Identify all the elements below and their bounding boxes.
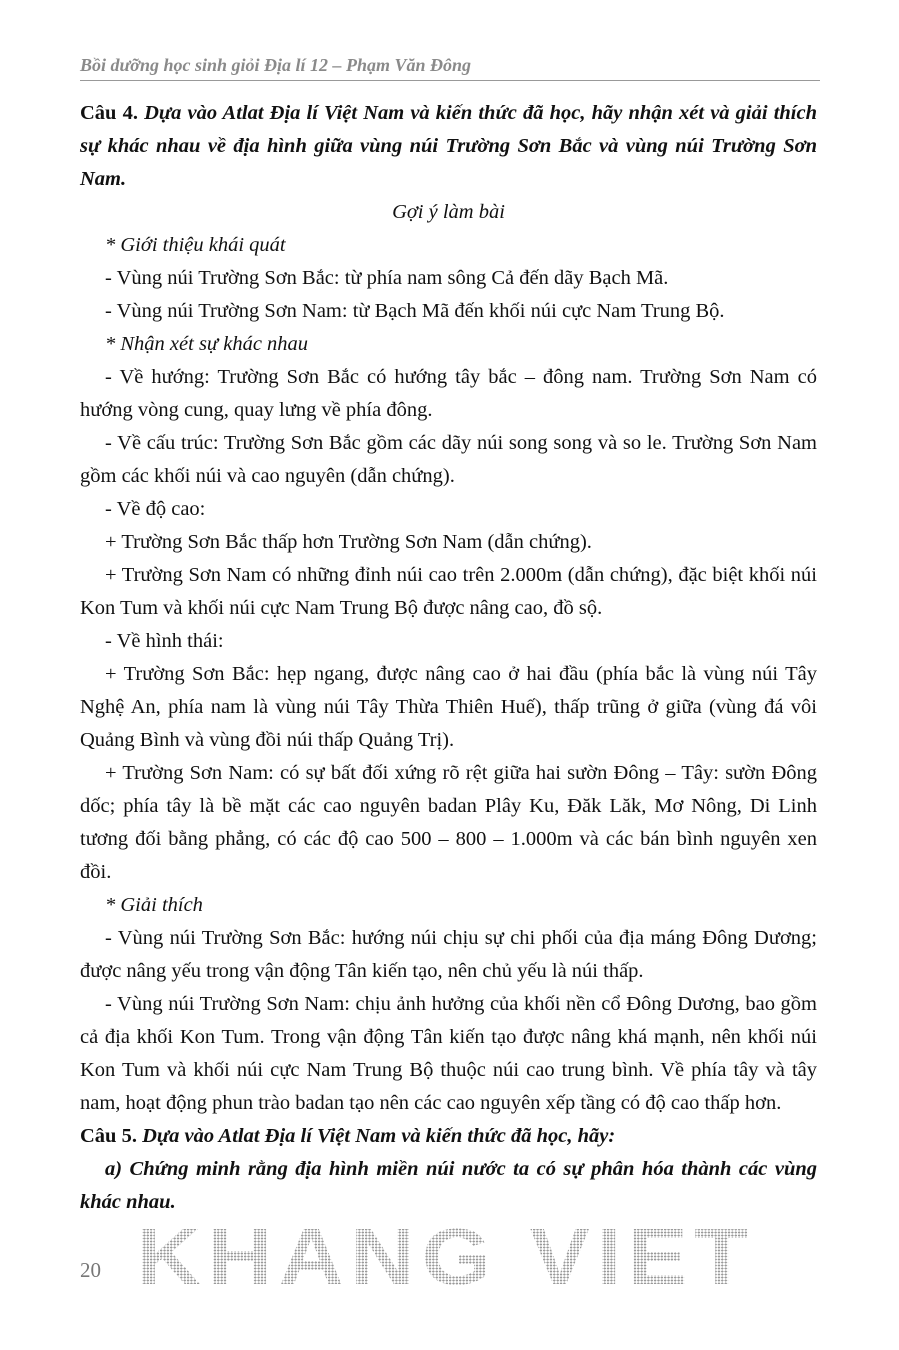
answer-paragraph: - Vùng núi Trường Sơn Bắc: hướng núi chịu sự chi phối của địa máng Đông Dương; được nâng yếu trong vận động Tân kiến tạo, nên chủ yếu là núi thấp.: [80, 927, 817, 982]
answer-paragraph: * Giới thiệu khái quát: [105, 234, 286, 256]
running-header: Bồi dưỡng học sinh giỏi Địa lí 12 – Phạm Văn Đông: [80, 55, 472, 75]
answer-paragraph: - Về hướng: Trường Sơn Bắc có hướng tây bắc – đông nam. Trường Sơn Nam có hướng vòng cung, quay lưng về phía đông.: [80, 366, 817, 421]
page-content: [80, 97, 817, 1219]
answer-paragraph: + Trường Sơn Bắc: hẹp ngang, được nâng cao ở hai đầu (phía bắc là vùng núi Tây Nghệ An, phía nam là vùng núi Tây Thừa Thiên Huế), thấp trũng ở giữa (vùng đá vôi Quảng Bình và vùng đồi núi thấp Quảng Trị).: [80, 663, 817, 751]
header-rule: [80, 80, 820, 81]
question-5-text: Dựa vào Atlat Địa lí Việt Nam và kiến thức đã học, hãy:: [136, 1125, 616, 1147]
question-4-text: Dựa vào Atlat Địa lí Việt Nam và kiến thức đã học, hãy nhận xét và giải thích sự khác nhau về địa hình giữa vùng núi Trường Sơn Bắc và vùng núi Trường Sơn Nam.: [80, 102, 817, 190]
question-4: [80, 97, 817, 196]
answer-paragraph: - Vùng núi Trường Sơn Nam: chịu ảnh hưởng của khối nền cổ Đông Dương, bao gồm cả địa khối Kon Tum. Trong vận động Tân kiến tạo được nâng khá mạnh, nên khối núi Kon Tum và khối núi cực Nam Trung Bộ thuộc núi cao trung bình. Về phía tây và tây nam, hoạt động phun trào badan tạo nên các cao nguyên xếp tầng có độ cao thấp hơn.: [80, 993, 817, 1114]
page-number: 20: [80, 1258, 101, 1282]
answer-paragraphs: [80, 229, 817, 1120]
answer-paragraph: + Trường Sơn Nam: có sự bất đối xứng rõ rệt giữa hai sườn Đông – Tây: sườn Đông dốc; phía tây là bề mặt các cao nguyên badan Plây Ku, Đăk Lăk, Mơ Nông, Di Linh tương đối bằng phẳng, có các độ cao 500 – 800 – 1.000m và các bán bình nguyên xen đồi.: [80, 762, 817, 883]
answer-paragraph: - Về độ cao:: [105, 498, 206, 520]
hint-title: Gợi ý làm bài: [392, 201, 505, 223]
answer-paragraph: + Trường Sơn Bắc thấp hơn Trường Sơn Nam (dẫn chứng).: [105, 531, 592, 553]
answer-paragraph: - Vùng núi Trường Sơn Nam: từ Bạch Mã đến khối núi cực Nam Trung Bộ.: [105, 300, 725, 322]
answer-paragraph: * Giải thích: [105, 894, 203, 916]
answer-paragraph: - Về hình thái:: [105, 630, 224, 652]
question-5-label: Câu 5.: [80, 1125, 137, 1147]
question-5: [80, 1120, 817, 1153]
answer-paragraph: - Về cấu trúc: Trường Sơn Bắc gồm các dãy núi song song và so le. Trường Sơn Nam gồm các khối núi và cao nguyên (dẫn chứng).: [80, 432, 817, 487]
question-4-label: Câu 4.: [80, 102, 138, 124]
question-5a: a) Chứng minh rằng địa hình miền núi nước ta có sự phân hóa thành các vùng khác nhau.: [80, 1158, 817, 1213]
answer-paragraph: * Nhận xét sự khác nhau: [105, 333, 309, 355]
watermark-logo: KHANG VIET: [136, 1212, 756, 1301]
answer-paragraph: - Vùng núi Trường Sơn Bắc: từ phía nam sông Cả đến dãy Bạch Mã.: [105, 267, 669, 289]
answer-paragraph: + Trường Sơn Nam có những đỉnh núi cao trên 2.000m (dẫn chứng), đặc biệt khối núi Kon Tum và khối núi cực Nam Trung Bộ được nâng cao, đồ sộ.: [80, 564, 817, 619]
